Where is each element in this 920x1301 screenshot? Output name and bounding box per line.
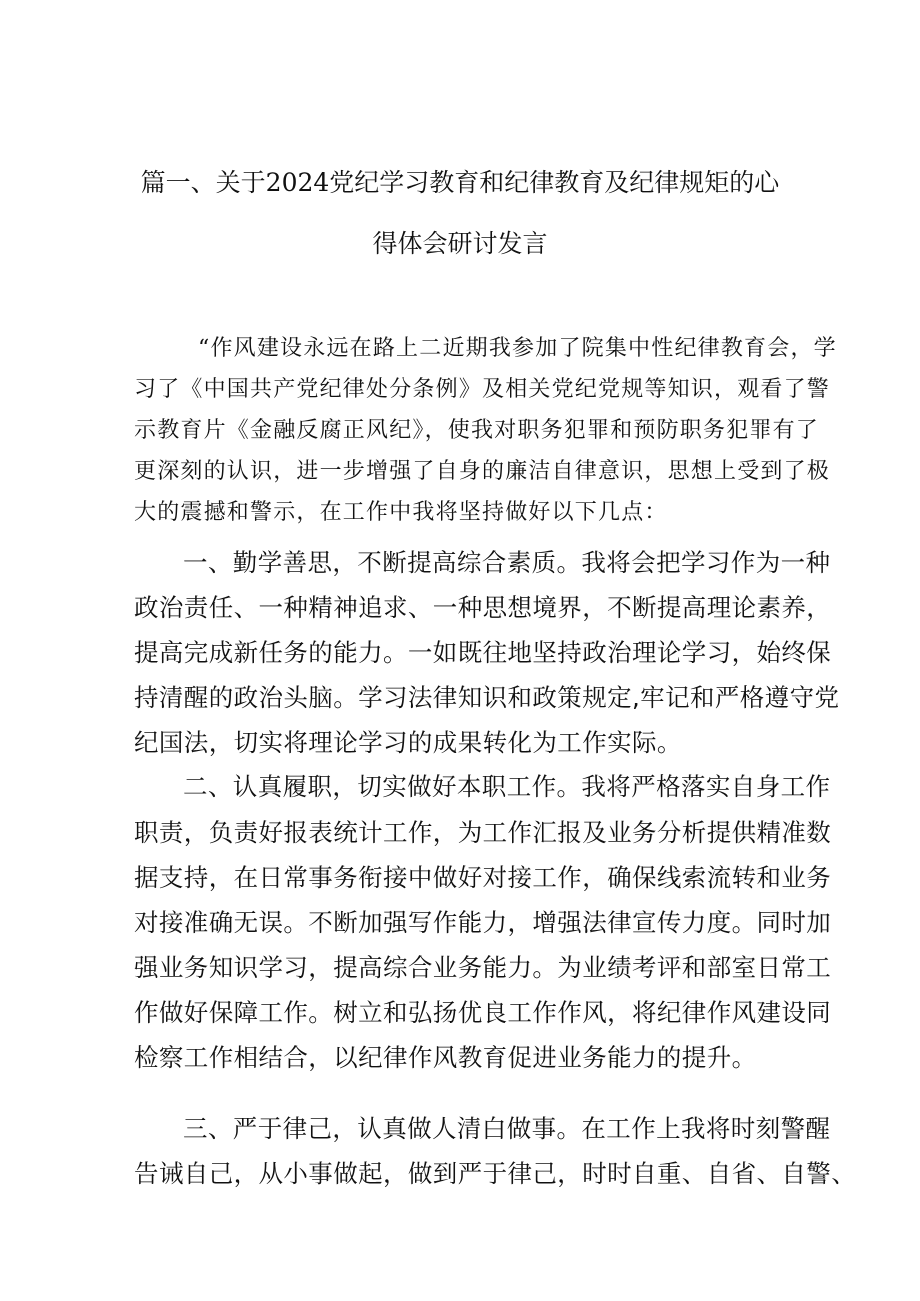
section-1-line: 政治责任、一种精神追求、一种思想境界，不断提高理论素养，	[134, 593, 832, 622]
section-2-line: 二、认真履职，切实做好本职工作。我将严格落实自身工作	[183, 772, 831, 801]
document-title-line-1: 篇一、关于2024党纪学习教育和纪律教育及纪律规矩的心	[140, 168, 780, 197]
intro-line: 习了《中国共产党纪律处分条例》及相关党纪党规等知识，观看了警	[134, 377, 831, 402]
section-2-line: 职责，负责好报表统计工作，为工作汇报及业务分析提供精准数	[134, 818, 832, 847]
intro-line: “作风建设永远在路上二近期我参加了院集中性纪律教育会，学	[198, 336, 837, 361]
intro-line: 大的震撼和警示，在工作中我将坚持做好以下几点：	[134, 500, 668, 525]
section-2-line: 据支持，在日常事务衔接中做好对接工作，确保线索流转和业务	[134, 863, 832, 892]
intro-line: 更深刻的认识，进一步增强了自身的廉洁自律意识，思想上受到了极	[134, 459, 831, 484]
section-3-line: 告诫自己，从小事做起，做到严于律己，时时自重、自省、自警、	[134, 1159, 857, 1188]
document-title-line-2: 得体会研讨发言	[372, 229, 548, 258]
section-1-line: 持清醒的政治头脑。学习法律知识和政策规定,牢记和严格遵守党	[134, 683, 840, 712]
section-2-line: 强业务知识学习，提高综合业务能力。为业绩考评和部室日常工	[134, 953, 832, 982]
intro-line: 示教育片《金融反腐正风纪》，使我对职务犯罪和预防职务犯罪有了	[134, 418, 820, 443]
section-2-line: 对接准确无误。不断加强写作能力，增强法律宣传力度。同时加	[134, 908, 832, 937]
section-2-line: 检察工作相结合，以纪律作风教育促进业务能力的提升。	[134, 1043, 757, 1072]
section-3-line: 三、严于律己，认真做人清白做事。在工作上我将时刻警醒	[183, 1114, 831, 1143]
section-1-line: 提高完成新任务的能力。一如既往地坚持政治理论学习，始终保	[134, 638, 832, 667]
section-2-line: 作做好保障工作。树立和弘扬优良工作作风，将纪律作风建设同	[134, 998, 832, 1027]
section-1-line: 一、勤学善思，不断提高综合素质。我将会把学习作为一种	[183, 548, 831, 577]
section-1-line: 纪国法，切实将理论学习的成果转化为工作实际。	[134, 728, 682, 757]
